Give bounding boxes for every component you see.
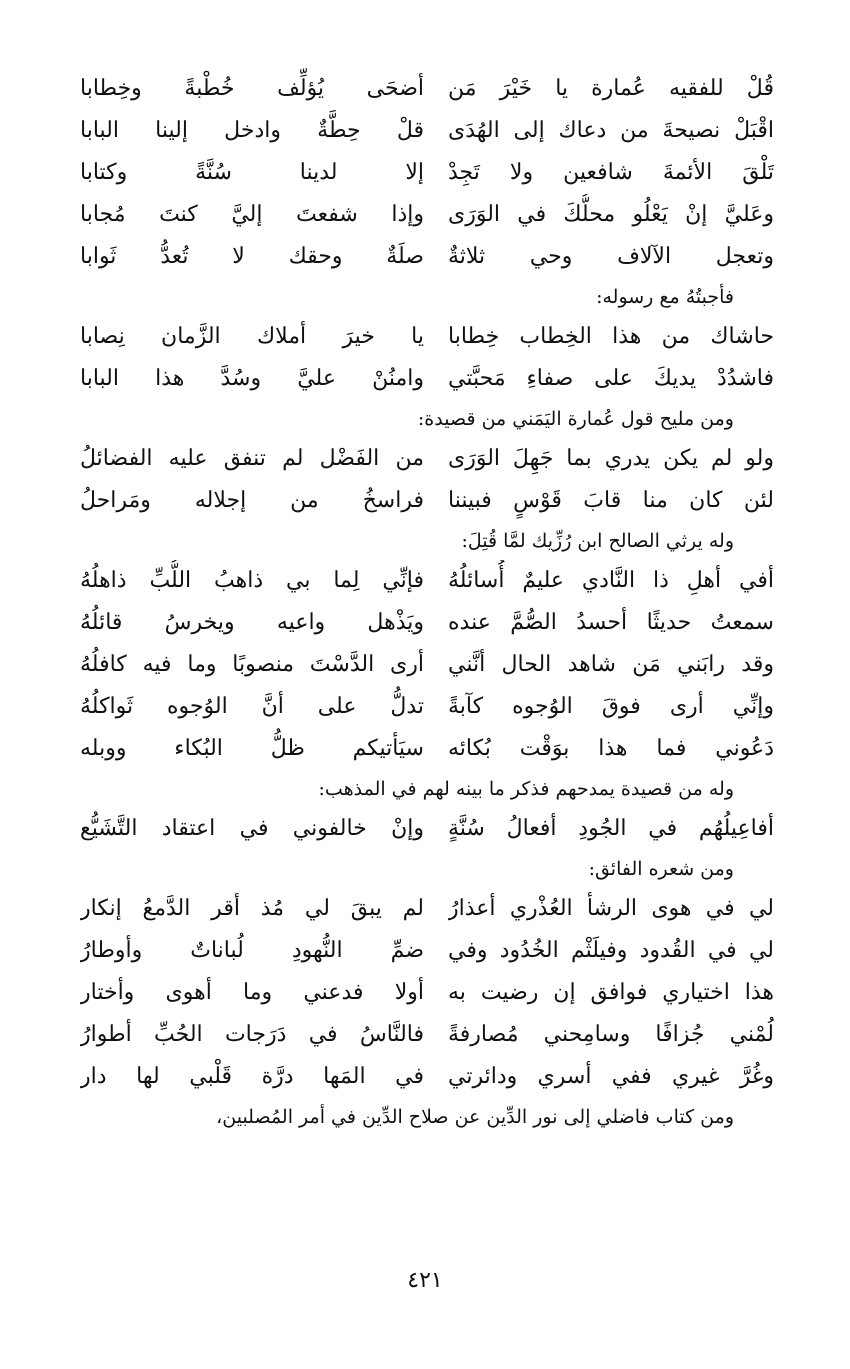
verse-first-hemistich: ولو لم يكن يدري بما جَهِلَ الوَرَى xyxy=(448,446,774,471)
verse-second-hemistich: صلَةٌ وحقك لا تُعدُّ ثَوابا xyxy=(80,244,424,269)
poem-verse xyxy=(80,110,774,152)
verse-first-hemistich: وقد رابَني مَن شاهد الحال أنَّني xyxy=(448,652,774,677)
verse-first-hemistich: أفاعِيلُهُم في الجُودِ أفعالُ سُنَّةٍ xyxy=(448,816,774,841)
verse-second-hemistich: فراسخُ من إجلاله ومَراحلُ xyxy=(80,488,424,513)
verse-first-hemistich: وغُرَّ غيري ففي أسري ودائرتي xyxy=(448,1064,774,1089)
verse-second-hemistich: سيَأتيكم ظلُّ البُكاء ووبله xyxy=(80,736,424,761)
prose-intro-line: فأجبتُهُ مع رسوله: xyxy=(596,286,734,308)
poem-verse xyxy=(80,480,774,522)
poem-verse xyxy=(80,316,774,358)
verse-first-hemistich: قُلْ للفقيه عُمارة يا خَيْرَ مَن xyxy=(448,76,774,101)
verse-second-hemistich: من الفَضْل لم تنفق عليه الفضائلُ xyxy=(80,446,424,471)
prose-intro-line: ومن شعره الفائق: xyxy=(588,858,734,880)
poem-verse xyxy=(80,728,774,770)
verse-second-hemistich: فإنِّي لِما بي ذاهبُ اللُّبِّ ذاهلُهُ xyxy=(80,568,424,593)
verse-first-hemistich: لي في القُدود وفيلَثْم الخُدُود وفي xyxy=(448,938,774,963)
poem-verse xyxy=(80,438,774,480)
poem-verse xyxy=(80,686,774,728)
prose-intro-line: ومن كتاب فاضلي إلى نور الدِّين عن صلاح الدِّين في أمر المُصلبين، xyxy=(216,1106,734,1128)
verse-first-hemistich: أفي أهلِ ذا النَّادي عليمٌ أُسائلُهُ xyxy=(448,568,774,593)
verse-second-hemistich: يا خيرَ أملاك الزَّمان نِصابا xyxy=(80,324,424,349)
verse-second-hemistich: وإذا شفعتَ إليَّ كنتَ مُجابا xyxy=(80,202,424,227)
verse-second-hemistich: أولا فدعني وما أهوى وأختار xyxy=(80,980,424,1005)
poem-verse xyxy=(80,972,774,1014)
verse-second-hemistich: وإنْ خالفوني في اعتقاد التَّشَيُّع xyxy=(80,816,424,841)
poem-verse xyxy=(80,930,774,972)
poem-verse xyxy=(80,1014,774,1056)
poem-verse xyxy=(80,152,774,194)
verse-first-hemistich: لُمْني جُزافًا وسامِحني مُصارفةً xyxy=(448,1022,774,1047)
verse-second-hemistich: أرى الدَّسْتَ منصوبًا وما فيه كافلُهُ xyxy=(80,652,424,677)
verse-second-hemistich: ضمِّ النُّهودِ لُباناتٌ وأوطارُ xyxy=(80,938,424,963)
verse-first-hemistich: تَلْقَ الأئمةَ شافعين ولا تَجِدْ xyxy=(448,160,774,185)
poem-verse xyxy=(80,644,774,686)
verse-first-hemistich: وتعجل الآلاف وحي ثلاثةٌ xyxy=(448,244,774,269)
verse-first-hemistich: هذا اختياري فوافق إن رضيت به xyxy=(448,980,774,1005)
poem-verse xyxy=(80,602,774,644)
verse-second-hemistich: ويَذْهل واعيه ويخرسُ قائلُهُ xyxy=(80,610,424,635)
page-body xyxy=(80,68,774,1136)
verse-first-hemistich: لئن كان منا قابَ قَوْسٍ فبيننا xyxy=(448,488,774,513)
verse-first-hemistich: حاشاك من هذا الخِطاب خِطابا xyxy=(448,324,774,349)
verse-second-hemistich: فالنَّاسُ في دَرَجات الحُبِّ أطوارُ xyxy=(80,1022,424,1047)
verse-first-hemistich: فاشدُدْ يديكَ على صفاءِ مَحبَّتي xyxy=(448,366,774,391)
page-number: ٤٢١ xyxy=(407,1268,443,1293)
prose-intro-line: وله من قصيدة يمدحهم فذكر ما بينه لهم في المذهب: xyxy=(318,778,734,800)
poem-verse xyxy=(80,1056,774,1098)
verse-first-hemistich: دَعُوني فما هذا بوَقْت بُكائه xyxy=(448,736,774,761)
verse-first-hemistich: وعَليَّ إنْ يَعْلُو محلُّكَ في الوَرَى xyxy=(448,202,774,227)
prose-intro-line: وله يرثي الصالح ابن رُزِّيك لمَّا قُتِلَ: xyxy=(461,530,734,552)
verse-second-hemistich: قلْ حِطَّةٌ وادخل إلينا البابا xyxy=(80,118,424,143)
verse-second-hemistich: وامنُنْ عليَّ وسُدَّ هذا البابا xyxy=(80,366,424,391)
poem-verse xyxy=(80,358,774,400)
verse-second-hemistich: إلا لدينا سُنَّةً وكتابا xyxy=(80,160,424,185)
prose-intro-line: ومن مليح قول عُمارة اليَمَني من قصيدة: xyxy=(417,408,734,430)
verse-second-hemistich: تدلُّ على أنَّ الوُجوه ثَواكلُهُ xyxy=(80,694,424,719)
poem-verse xyxy=(80,560,774,602)
verse-first-hemistich: اقْبَلْ نصيحةَ من دعاك إلى الهُدَى xyxy=(448,118,774,143)
poem-verse xyxy=(80,68,774,110)
verse-first-hemistich: لي في هوى الرشأ العُذْري أعذارُ xyxy=(448,896,774,921)
verse-first-hemistich: وإنِّي أرى فوقَ الوُجوه كآبةً xyxy=(448,694,774,719)
poem-verse xyxy=(80,236,774,278)
verse-first-hemistich: سمعتُ حديثًا أحسدُ الصُّمَّ عنده xyxy=(448,610,774,635)
poem-verse xyxy=(80,194,774,236)
verse-second-hemistich: لم يبقَ لي مُذ أقر الدَّمعُ إنكار xyxy=(80,896,424,921)
verse-second-hemistich: أضحَى يُؤلِّف خُطْبةً وخِطابا xyxy=(80,76,424,101)
poem-verse xyxy=(80,888,774,930)
poem-verse xyxy=(80,808,774,850)
verse-second-hemistich: في المَها درَّة قَلْبي لها دار xyxy=(80,1064,424,1089)
